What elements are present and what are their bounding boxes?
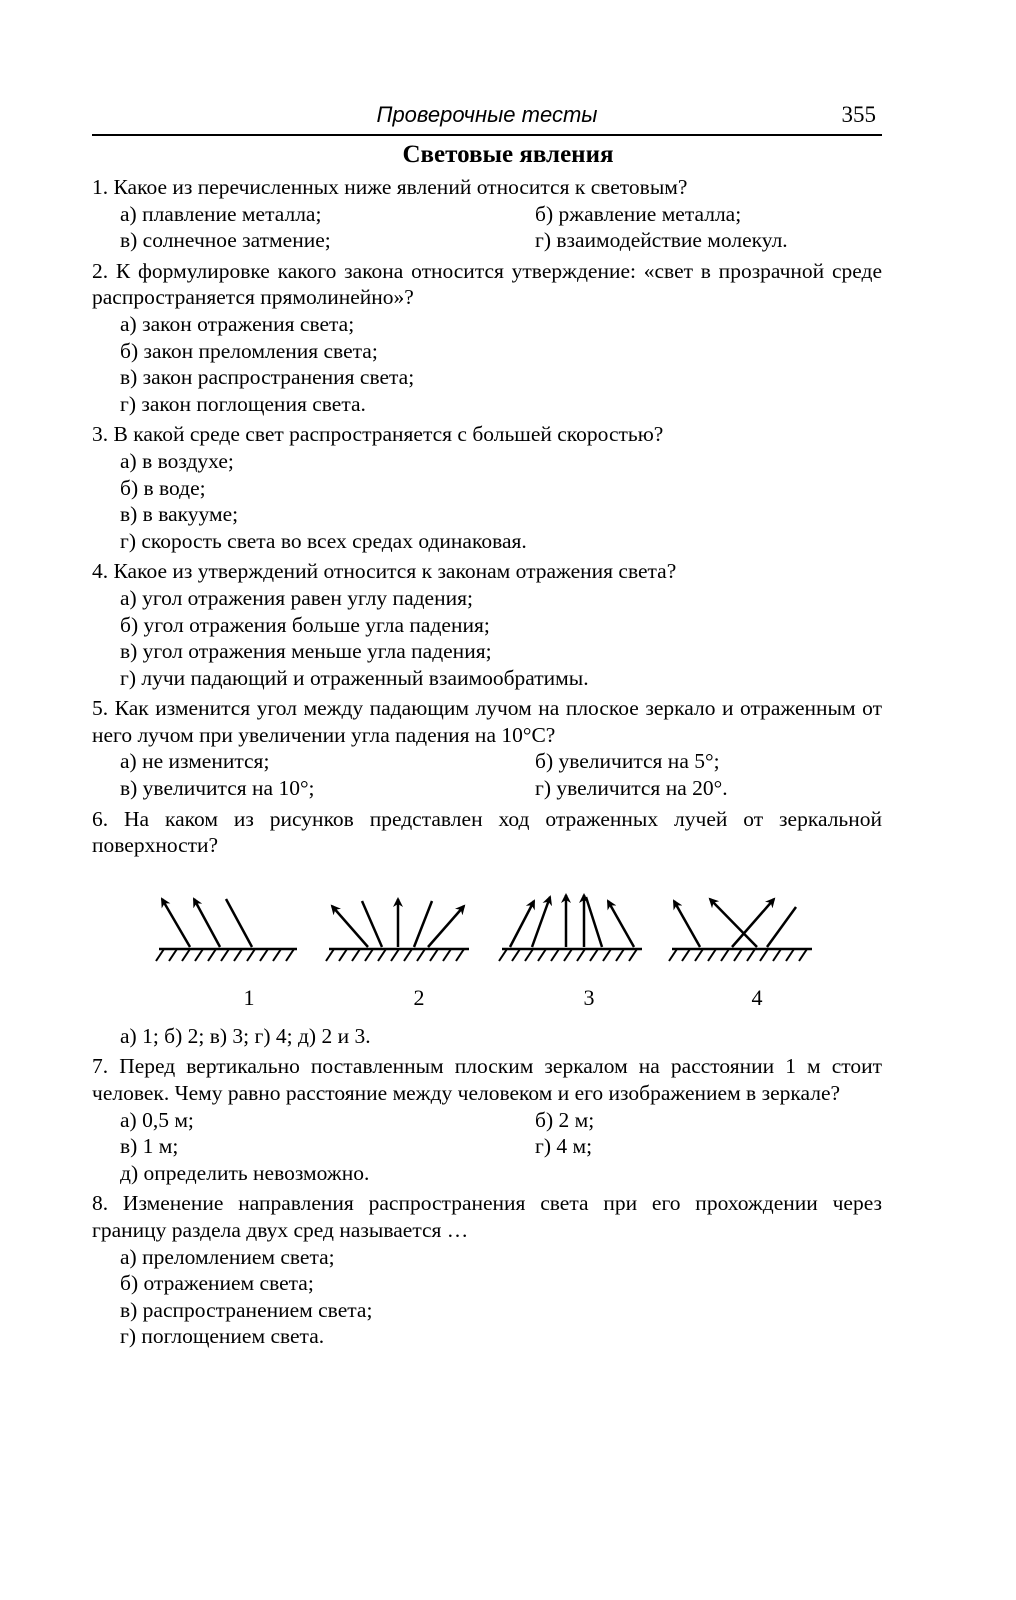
- option-v: в) увеличится на 10°;: [120, 776, 315, 801]
- page-number: 355: [841, 102, 876, 127]
- options: [92, 311, 882, 417]
- option-g: г) поглощением света.: [120, 1324, 325, 1349]
- option-v: в) солнечное затмение;: [120, 228, 331, 253]
- question-text: 8. Изменение направления распространения света при его прохождении через границу раздела двух сред называется …: [92, 1191, 882, 1242]
- figure-2-diagram: [326, 899, 469, 961]
- option-b: б) отражением света;: [120, 1271, 314, 1296]
- option-a: а) не изменится;: [120, 749, 270, 774]
- option-b: б) 2 м;: [535, 1107, 595, 1132]
- question-text: 1. Какое из перечисленных ниже явлений относится к световым?: [92, 175, 688, 199]
- options: [92, 585, 882, 691]
- options-extra: [92, 1160, 882, 1187]
- option-a: а) закон отражения света;: [120, 311, 355, 336]
- option-a: а) угол отражения равен углу падения;: [120, 585, 473, 610]
- option-g: г) лучи падающий и отраженный взаимообратимы.: [120, 665, 589, 690]
- option-b: б) увеличится на 5°;: [535, 749, 720, 774]
- question-text: 2. К формулировке какого закона относится утверждение: «свет в прозрачной среде распространяется прямолинейно»?: [92, 258, 882, 310]
- question-8: [92, 1190, 882, 1350]
- option-v: в) закон распространения света;: [120, 365, 415, 390]
- option-b: б) закон преломления света;: [120, 338, 378, 363]
- option-g: г) увеличится на 20°.: [535, 776, 728, 801]
- question-5: [92, 695, 882, 801]
- question-7: [92, 1053, 882, 1186]
- option-v: в) 1 м;: [120, 1134, 179, 1159]
- options: [92, 448, 882, 554]
- figure-1-diagram: [156, 899, 297, 961]
- question-1: [92, 174, 882, 254]
- option-g: г) взаимодействие молекул.: [535, 228, 788, 253]
- option-a: а) преломлением света;: [120, 1244, 335, 1269]
- options: [92, 1107, 882, 1160]
- question-text: 6. На каком из рисунков представлен ход отраженных лучей от зеркальной поверхности?: [92, 806, 882, 858]
- question-4: [92, 558, 882, 691]
- option-a: а) 0,5 м;: [120, 1107, 194, 1132]
- reflection-diagrams-svg: [92, 861, 882, 981]
- question-text: 3. В какой среде свет распространяется с большей скоростью?: [92, 422, 664, 447]
- options: [92, 748, 882, 801]
- option-v: в) угол отражения меньше угла падения;: [120, 639, 492, 664]
- options: [92, 1244, 882, 1350]
- option-v: в) в вакууме;: [120, 502, 239, 527]
- option-g: г) закон поглощения света.: [120, 391, 366, 416]
- figure-label-1: 1: [243, 984, 255, 1010]
- section-title: Световые явления: [402, 141, 614, 168]
- question-text: 7. Перед вертикально поставленным плоским зеркалом на расстоянии 1 м стоит человек. Чему равно расстояние между человеком и его изображением в зеркале?: [92, 1054, 882, 1106]
- option-d: д) определить невозможно.: [120, 1160, 370, 1185]
- question-6: [92, 806, 882, 1050]
- question-text: 5. Как изменится угол между падающим лучом на плоское зеркало и отраженным от него лучом при увеличении угла падения на 10°С?: [92, 696, 882, 747]
- figure-3-diagram: [499, 895, 642, 961]
- option-a: а) в воздухе;: [120, 448, 234, 473]
- figure-label-4: 4: [751, 984, 763, 1010]
- option-g: г) скорость света во всех средах одинаковая.: [120, 528, 527, 553]
- questions-list: [92, 174, 882, 1354]
- option-b: б) ржавление металла;: [535, 201, 742, 226]
- answer-choices: а) 1; б) 2; в) 3; г) 4; д) 2 и 3.: [120, 1023, 371, 1048]
- figure-4-diagram: [669, 899, 812, 961]
- options: [92, 1023, 882, 1050]
- reflection-figures: [92, 861, 882, 1019]
- question-2: [92, 258, 882, 418]
- figure-label-3: 3: [583, 984, 595, 1010]
- options: [92, 201, 882, 254]
- option-v: в) распространением света;: [120, 1297, 373, 1322]
- running-title: Проверочные тесты: [376, 102, 598, 127]
- question-3: [92, 421, 882, 554]
- figure-label-2: 2: [413, 984, 425, 1010]
- page-header: [92, 100, 882, 136]
- question-text: 4. Какое из утверждений относится к законам отражения света?: [92, 559, 677, 584]
- option-a: а) плавление металла;: [120, 201, 322, 226]
- option-g: г) 4 м;: [535, 1134, 593, 1159]
- option-b: б) угол отражения больше угла падения;: [120, 612, 490, 637]
- option-b: б) в воде;: [120, 475, 206, 500]
